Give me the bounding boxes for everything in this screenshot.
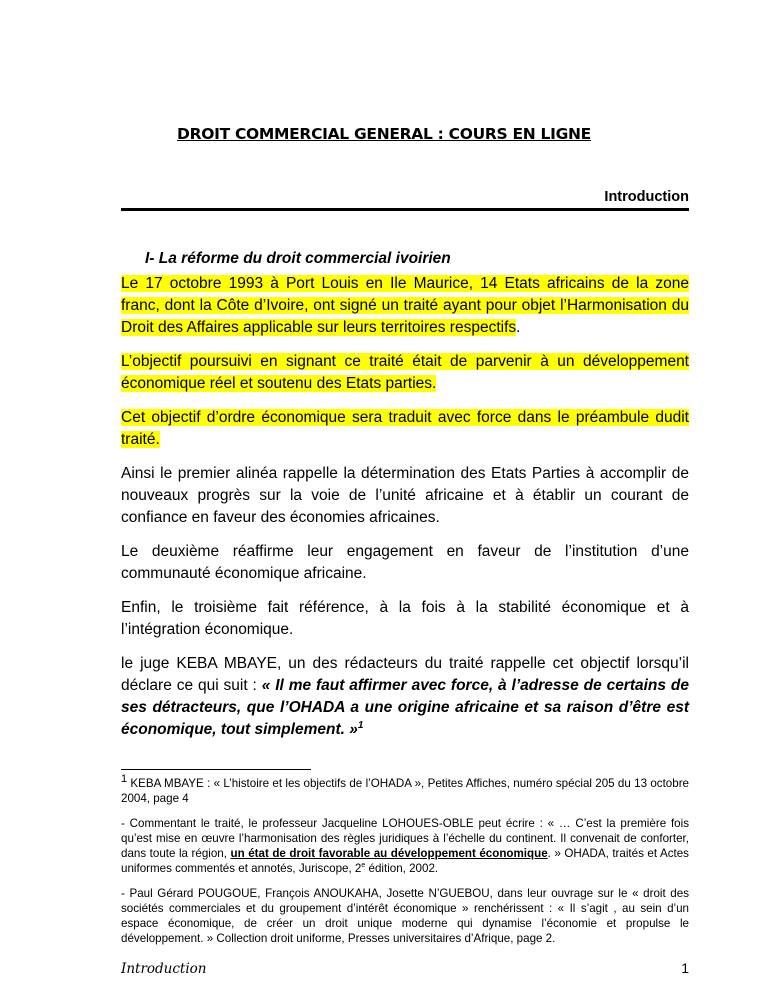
paragraph-1 [121, 273, 689, 339]
footnote-ref[interactable]: 1 [357, 719, 364, 731]
document-page [121, 0, 689, 997]
paragraph-4: Ainsi le premier alinéa rappelle la détermination des Etats Parties à accomplir de nouveaux progrès sur la voie de l’unité africaine et à établir un courant de confiance en faveur des économies africaines. [121, 465, 689, 526]
paragraph-text: le juge KEBA MBAYE, un des rédacteurs du traité rappelle cet objectif lorsqu’il déclare ce qui suit : [121, 655, 689, 694]
footnote-text: - Commentant le traité, le professeur Jacqueline LOHOUES-OBLE peut écrire : « … C’est la première fois qu’est mise en œuvre l’harmonisation des règles juridiques à l’échelle du continent. Il convenait de conforter, dans toute la région, [121, 817, 689, 860]
footnote-separator [121, 769, 311, 770]
highlighted-text: L’objectif poursuivi en signant ce traité était de parvenir à un développement économique réel et soutenu des Etats parties. [121, 353, 689, 392]
paragraph-5: Le deuxième réaffirme leur engagement en faveur de l’institution d’une communauté économique africaine. [121, 543, 689, 582]
highlighted-text: Cet objectif d’ordre économique sera traduit avec force dans le préambule dudit traité. [121, 409, 689, 448]
footnote-text: . » OHADA, traités et Actes uniformes commentés et annotés, Juriscope, 2 [121, 847, 689, 875]
header-rule [121, 208, 689, 211]
emphasis: un état de droit favorable au développement économique [230, 847, 548, 860]
footer-section: Introduction [121, 961, 207, 977]
paragraph-6: Enfin, le troisième fait référence, à la fois à la stabilité économique et à l’intégration économique. [121, 599, 689, 638]
paragraph-end: . [516, 319, 521, 336]
paragraph-7 [121, 653, 689, 741]
footnote-1 [121, 773, 689, 806]
paragraph-2 [121, 351, 689, 395]
footnote-2 [121, 816, 689, 876]
quote: « Il me faut affirmer avec force, à l’adresse de certains de ses détracteurs, que l’OHADA a une origine africaine et sa raison d’être est économique, tout simplement. » [121, 677, 689, 738]
superscript: e [361, 862, 366, 870]
footnote-text: édition, 2002. [365, 862, 439, 875]
section-heading: I- La réforme du droit commercial ivoirien [145, 250, 451, 267]
page-number: 1 [681, 960, 689, 976]
paragraph-3 [121, 407, 689, 451]
highlighted-text: Le 17 octobre 1993 à Port Louis en Ile Maurice, 14 Etats africains de la zone franc, dont la Côte d’Ivoire, ont signé un traité ayant pour objet l’Harmonisation du Droit des Affaires applicable sur leurs territoires respectifs [121, 275, 689, 336]
header-section-label: Introduction [604, 189, 689, 205]
footnote-number: 1 [121, 773, 128, 786]
page-footer [121, 960, 689, 997]
document-title: DROIT COMMERCIAL GENERAL : COURS EN LIGNE [177, 125, 591, 143]
footnote-text: KEBA MBAYE : « L’histoire et les objectifs de l’OHADA », Petites Affiches, numéro spécial 205 du 13 octobre 2004, page 4 [121, 777, 689, 805]
footnote-3: - Paul Gérard POUGOUE, François ANOUKAHA, Josette N’GUEBOU, dans leur ouvrage sur le « droit des sociétés commerciales et du groupement d’intérêt économique » renchérissent : « Il s’agit , au sein d’un espace économique, de créer un droit unique moderne qui dynamise l’économie et propulse le développement. » Collection droit uniforme, Presses universitaires d’Afrique, page 2. [121, 887, 689, 945]
